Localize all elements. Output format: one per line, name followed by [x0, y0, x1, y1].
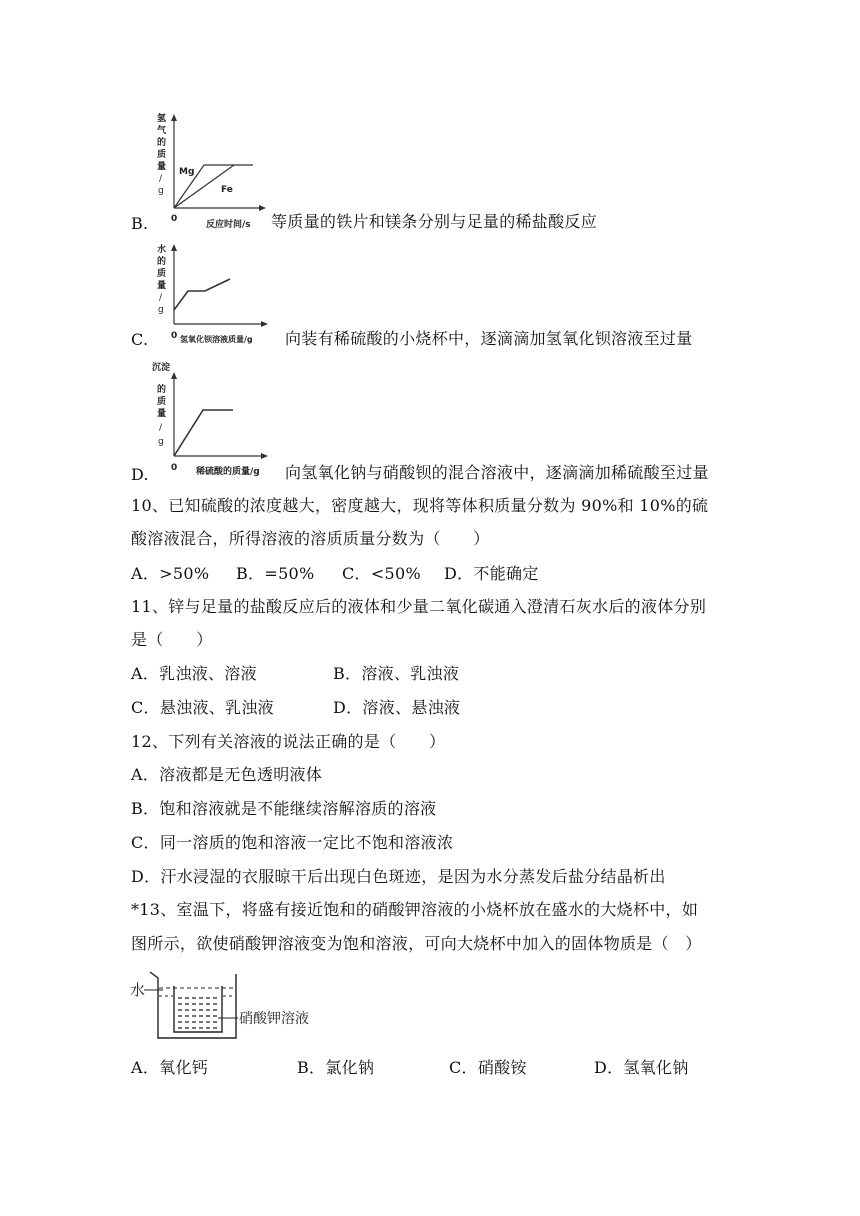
option-b-text: 等质量的铁片和镁条分别与足量的稀盐酸反应 [271, 212, 598, 231]
graph-c-y-char: 水 [157, 245, 167, 255]
q10-stem-line1: 10、已知硫酸的浓度越大，密度越大，现将等体积质量分数为 90%和 10%的硫 [131, 496, 709, 515]
option-c-letter: C. [131, 330, 149, 349]
q13-option-c: C．硝酸铵 [449, 1058, 527, 1077]
option-c-text: 向装有稀硫酸的小烧杯中，逐滴滴加氢氧化钡溶液至过量 [285, 329, 693, 348]
graph-d-y-char: 沉 [152, 363, 162, 373]
graph-d-y-char: 质 [157, 397, 167, 407]
q11-option-b: B．溶液、乳浊液 [333, 664, 460, 683]
q13-option-d: D．氢氧化钠 [594, 1058, 689, 1077]
q11-stem-line2: 是（ ） [131, 630, 213, 649]
q13-stem-line2: 图所示，欲使硝酸钾溶液变为饱和溶液，可向大烧杯中加入的固体物质是（ ） [131, 934, 702, 953]
beaker-figure [128, 966, 338, 1046]
solution-label: 硝酸钾溶液 [239, 1011, 309, 1027]
q10-option-d: D．不能确定 [444, 564, 539, 583]
graph-b-y-arrow [171, 114, 177, 121]
q12-option-a: A．溶液都是无色透明液体 [131, 765, 323, 784]
graph-c-x-label: 氢氧化钡溶液质量/g [180, 335, 253, 344]
graph-b-y-char: g [158, 186, 164, 196]
graph-d-y-char: g [158, 437, 164, 447]
graph-b-y-char: 氢 [157, 114, 167, 124]
graph-c-y-arrow [171, 244, 177, 251]
q10-option-c: C．<50% [342, 564, 422, 583]
option-d-letter: D. [131, 465, 149, 484]
graph-b-y-char: 量 [157, 162, 167, 172]
graph-b-y-char: 的 [157, 138, 167, 148]
q13-option-a: A．氧化钙 [131, 1058, 209, 1077]
graph-d-line [174, 410, 233, 456]
graph-b-hydrogen-mass [148, 108, 272, 232]
q10-option-a: A．>50% [131, 564, 210, 583]
graph-c-water-mass [148, 240, 288, 348]
graph-d-x-label: 稀硫酸的质量/g [196, 467, 260, 477]
q13-option-b: B．氯化钠 [297, 1058, 375, 1077]
q12-option-b: B．饱和溶液就是不能继续溶解溶质的溶液 [131, 799, 437, 818]
graph-d-y-char: 的 [157, 385, 167, 395]
graph-b-mg-label: Mg [179, 167, 195, 177]
graph-c-origin: 0 [171, 331, 178, 341]
graph-b-fe-label: Fe [221, 185, 233, 195]
q10-stem-line2: 酸溶液混合，所得溶液的溶质质量分数为（ ） [131, 529, 490, 548]
q11-option-c: C．悬浊液、乳浊液 [131, 698, 274, 717]
graph-b-origin: 0 [171, 214, 178, 224]
q10-option-b: B．=50% [236, 564, 315, 583]
graph-c-y-char: 的 [157, 257, 167, 267]
q13-stem-line1: *13、室温下，将盛有接近饱和的硝酸钾溶液的小烧杯放在盛水的大烧杯中，如 [131, 900, 699, 919]
graph-c-x-arrow [261, 321, 268, 327]
graph-b-x-arrow [259, 205, 266, 211]
graph-c-y-label [157, 243, 166, 315]
graph-c-y-char: 质 [157, 269, 167, 279]
graph-d-y-char: 量 [157, 409, 167, 419]
q11-option-a: A．乳浊液、溶液 [131, 664, 257, 683]
graph-c-y-char: / [159, 293, 163, 303]
graph-c-y-char: 量 [157, 281, 167, 291]
q11-option-d: D．溶液、悬浊液 [333, 698, 461, 717]
graph-d-origin: 0 [171, 463, 178, 473]
graph-c-line [174, 279, 230, 310]
graph-b-y-label [157, 112, 167, 196]
graph-b-y-char: 气 [157, 126, 167, 136]
graph-b-x-label: 反应时间/s [206, 220, 251, 230]
option-d-text: 向氢氧化钠与硝酸钡的混合溶液中，逐滴滴加稀硫酸至过量 [285, 463, 709, 482]
graph-d-y-label [152, 361, 170, 447]
graph-d-y-char: 淀 [161, 363, 171, 373]
graph-b-y-char: / [159, 174, 163, 184]
q12-option-c: C．同一溶质的饱和溶液一定比不饱和溶液浓 [131, 833, 454, 852]
graph-d-y-arrow [171, 372, 177, 379]
graph-b-y-char: 质 [157, 150, 167, 160]
graph-c-y-char: g [158, 305, 164, 315]
solution-fill [178, 998, 218, 1028]
q12-stem: 12、下列有关溶液的说法正确的是（ ） [131, 732, 446, 751]
graph-d-precipitate-mass [148, 358, 288, 480]
water-label: 水 [130, 981, 146, 999]
option-b-letter: B. [131, 214, 149, 233]
small-beaker [174, 986, 222, 1032]
q12-option-d: D．汗水浸湿的衣服晾干后出现白色斑迹，是因为水分蒸发后盐分结晶析出 [131, 867, 666, 886]
graph-d-y-char: / [159, 423, 163, 433]
graph-d-x-arrow [261, 453, 268, 459]
q11-stem-line1: 11、锌与足量的盐酸反应后的液体和少量二氧化碳通入澄清石灰水后的液体分别 [131, 597, 707, 616]
